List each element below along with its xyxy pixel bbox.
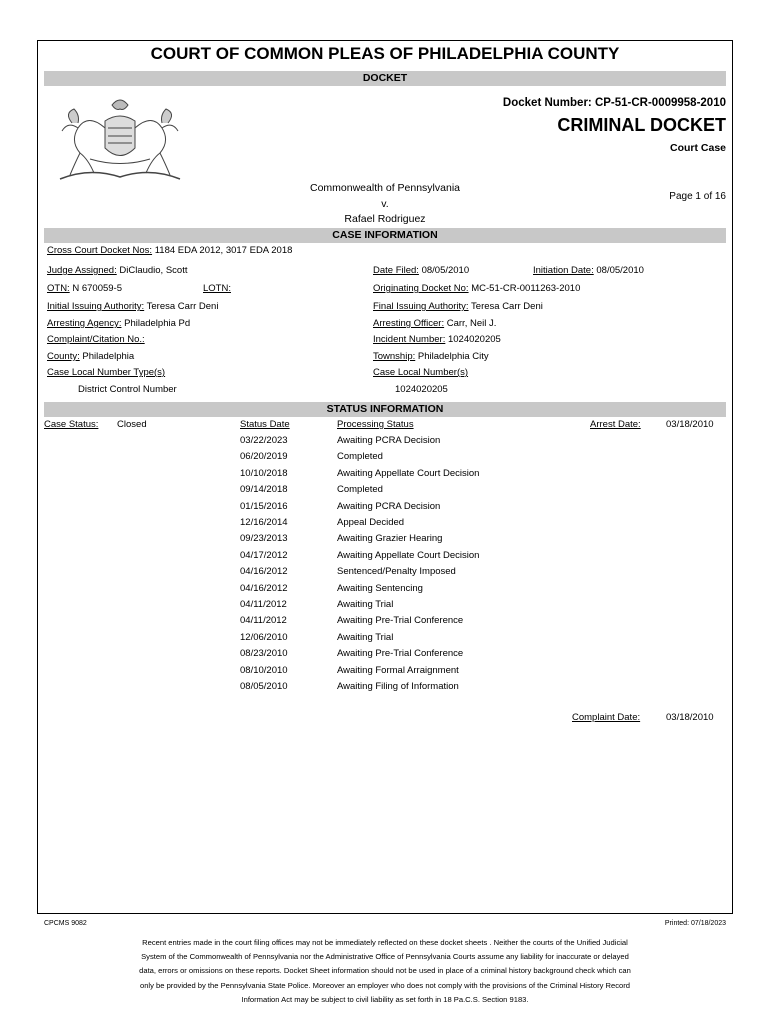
caption-versus: v. — [381, 198, 389, 210]
pennsylvania-seal-icon — [50, 93, 190, 188]
page-number: Page 1 of 16 — [669, 191, 726, 202]
status-date: 12/16/2014 — [240, 517, 288, 528]
lotn-label: LOTN: — [203, 283, 231, 294]
county-label: County: — [47, 351, 80, 362]
initial-authority-label: Initial Issuing Authority: — [47, 301, 145, 312]
originating-row — [373, 283, 580, 294]
status-information-bar: STATUS INFORMATION — [44, 402, 726, 417]
local-number-type-value: District Control Number — [78, 384, 177, 395]
otn-value: N 670059-5 — [72, 283, 122, 294]
notice-line: only be provided by the Pennsylvania State Police. Moreover an employer who does not comply with the provisions of the Criminal History Record — [139, 980, 631, 990]
township-label: Township: — [373, 351, 416, 362]
processing-status: Completed — [337, 484, 383, 496]
final-authority-value: Teresa Carr Deni — [471, 301, 543, 312]
cross-court-label: Cross Court Docket Nos: — [47, 245, 153, 256]
initiation-date-label: Initiation Date: — [533, 265, 594, 276]
township-value: Philadelphia City — [417, 351, 489, 362]
township-row — [373, 351, 489, 362]
originating-value: MC-51-CR-0011263-2010 — [471, 283, 581, 294]
judge-value: DiClaudio, Scott — [119, 265, 188, 276]
date-filed-row — [373, 265, 469, 276]
status-date: 09/14/2018 — [240, 484, 288, 496]
arresting-officer-value: Carr, Neil J. — [446, 318, 497, 329]
arresting-agency-label: Arresting Agency: — [47, 318, 122, 329]
court-title: COURT OF COMMON PLEAS OF PHILADELPHIA COUNTY — [150, 44, 620, 63]
processing-status: Awaiting Pre-Trial Conference — [337, 615, 464, 627]
case-status-row — [44, 419, 147, 430]
arresting-officer-label: Arresting Officer: — [373, 318, 445, 329]
docket-number: Docket Number: CP-51-CR-0009958-2010 — [502, 97, 726, 109]
status-date: 12/06/2010 — [240, 631, 288, 643]
arresting-officer-row — [373, 318, 496, 329]
complaint-date-value: 03/18/2010 — [666, 712, 714, 723]
processing-status: Awaiting Formal Arraignment — [337, 664, 459, 676]
processing-status: Awaiting Appellate Court Decision — [337, 467, 480, 479]
initial-authority-row — [47, 301, 218, 312]
cross-court-row — [47, 245, 292, 256]
otn-label: OTN: — [47, 283, 70, 294]
processing-status: Sentenced/Penalty Imposed — [337, 566, 456, 578]
processing-status: Awaiting Appellate Court Decision — [337, 549, 480, 561]
status-date: 04/17/2012 — [240, 549, 288, 561]
processing-status: Awaiting Trial — [337, 599, 394, 610]
notice-line: data, errors or omissions on these reports. Docket Sheet information should not be used in place of a criminal history background check which can — [139, 966, 631, 976]
complaint-citation-label: Complaint/Citation No.: — [47, 334, 145, 345]
caption-defendant: Rafael Rodriguez — [344, 213, 426, 225]
initiation-date-value: 08/05/2010 — [596, 265, 644, 276]
judge-label: Judge Assigned: — [47, 265, 117, 276]
incident-value: 1024020205 — [447, 334, 501, 345]
county-value: Philadelphia — [82, 351, 135, 362]
local-number-type-label: Case Local Number Type(s) — [47, 367, 166, 378]
processing-status: Awaiting Grazier Hearing — [337, 533, 443, 545]
case-information-bar: CASE INFORMATION — [44, 228, 726, 243]
arrest-date-label: Arrest Date: — [590, 419, 641, 430]
arresting-agency-value: Philadelphia Pd — [124, 318, 191, 329]
local-number-value: 1024020205 — [395, 384, 448, 395]
otn-row — [47, 283, 122, 294]
status-date: 04/11/2012 — [240, 615, 287, 627]
status-date: 04/16/2012 — [240, 566, 288, 578]
processing-status: Appeal Decided — [337, 517, 405, 528]
docket-type: CRIMINAL DOCKET — [557, 115, 726, 135]
processing-status: Awaiting Trial — [337, 631, 394, 643]
final-authority-row — [373, 301, 543, 312]
processing-status: Awaiting Pre-Trial Conference — [337, 648, 464, 660]
court-case-label: Court Case — [669, 142, 726, 154]
disclaimer-notice — [80, 936, 690, 1007]
processing-status-header: Processing Status — [337, 419, 414, 430]
final-authority-label: Final Issuing Authority: — [373, 301, 469, 312]
status-date: 08/05/2010 — [240, 681, 288, 692]
originating-label: Originating Docket No: — [373, 283, 469, 294]
date-filed-label: Date Filed: — [373, 265, 419, 276]
caption-plaintiff: Commonwealth of Pennsylvania — [310, 182, 460, 194]
case-status-value: Closed — [117, 419, 147, 430]
local-number-label: Case Local Number(s) — [373, 367, 469, 378]
status-date: 08/23/2010 — [240, 648, 288, 660]
processing-status: Awaiting Filing of Information — [337, 681, 459, 692]
county-row — [47, 351, 134, 362]
processing-status: Awaiting Sentencing — [337, 582, 423, 594]
processing-status: Awaiting PCRA Decision — [337, 500, 441, 512]
status-date: 01/15/2016 — [240, 500, 288, 512]
initiation-date-row — [533, 265, 644, 276]
processing-status: Completed — [337, 451, 383, 463]
status-date: 10/10/2018 — [240, 467, 288, 479]
status-date-header: Status Date — [240, 419, 290, 430]
status-date: 06/20/2019 — [240, 451, 288, 463]
judge-row — [47, 265, 188, 276]
notice-line: Information Act may be subject to civil liability as set forth in 18 Pa.C.S. Section 9183. — [241, 994, 529, 1004]
incident-row — [373, 334, 501, 345]
status-date: 08/10/2010 — [240, 664, 288, 676]
form-id: CPCMS 9082 — [44, 920, 87, 927]
printed-date: Printed: 07/18/2023 — [664, 920, 726, 927]
incident-label: Incident Number: — [373, 334, 446, 345]
cross-court-value: 1184 EDA 2012, 3017 EDA 2018 — [154, 245, 293, 256]
status-date: 04/16/2012 — [240, 582, 288, 594]
arrest-date-value: 03/18/2010 — [666, 419, 714, 430]
status-date: 09/23/2013 — [240, 533, 288, 545]
docket-bar: DOCKET — [44, 71, 726, 86]
status-date: 03/22/2023 — [240, 435, 288, 446]
notice-line: System of the Commonwealth of Pennsylvania nor the Administrative Office of Pennsylvania Courts assume any liability for inaccurate or delayed — [141, 952, 629, 962]
date-filed-value: 08/05/2010 — [421, 265, 470, 276]
status-date: 04/11/2012 — [240, 599, 287, 610]
case-status-label: Case Status: — [44, 419, 99, 430]
notice-line: Recent entries made in the court filing offices may not be immediately reflected on these docket sheets . Neither the courts of the Unified Judicial — [142, 938, 628, 947]
arresting-agency-row — [47, 318, 190, 329]
complaint-date-label: Complaint Date: — [572, 712, 641, 723]
processing-status: Awaiting PCRA Decision — [337, 435, 441, 446]
initial-authority-value: Teresa Carr Deni — [146, 301, 219, 312]
